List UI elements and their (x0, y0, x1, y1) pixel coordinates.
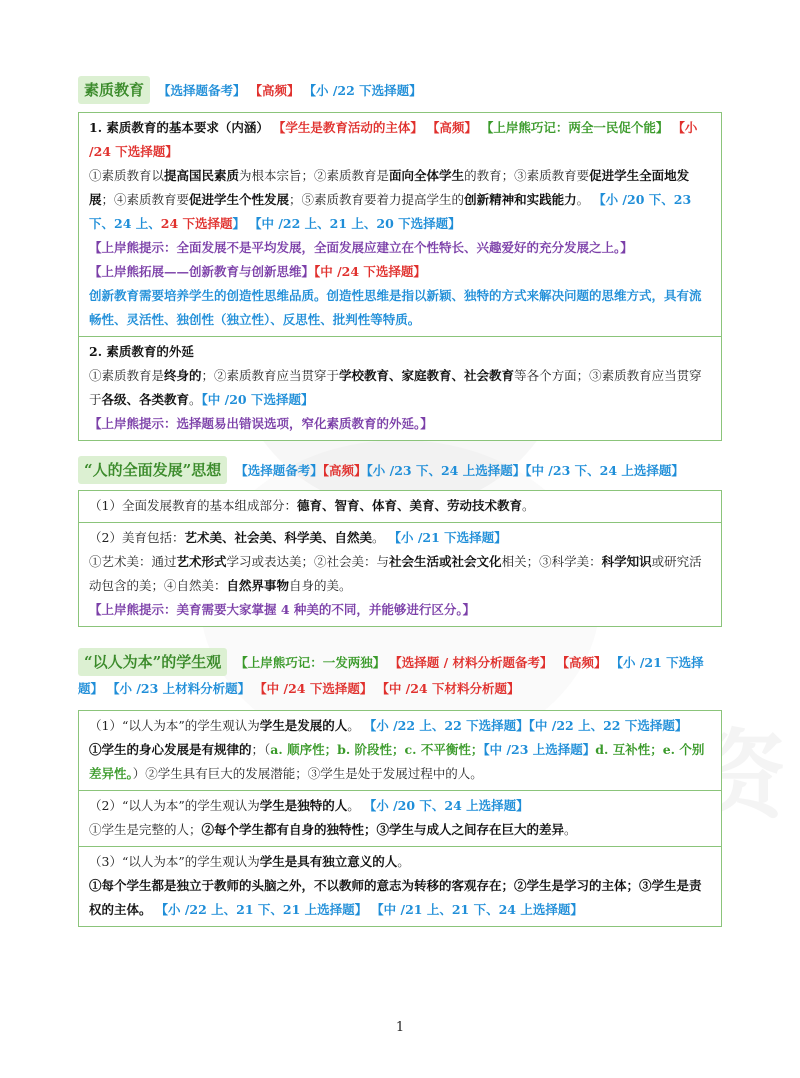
paragraph (89, 364, 711, 412)
text: 。 (189, 392, 202, 407)
text: 艺术美、社会美、科学美、自然美 (184, 530, 372, 545)
text: 的教育；③素质教育要 (464, 168, 590, 183)
tag: 【小 /21 下选择题】 (78, 655, 704, 696)
tag: 【小 /22 上、22 下选择题】 (363, 718, 529, 733)
cell-heading: 2. 素质教育的外延 (89, 344, 194, 359)
text: 终身的 (164, 368, 202, 383)
text: 各级、各类教育 (101, 392, 190, 407)
text: ①学生的身心发展是有规律的 (89, 742, 252, 757)
cell-heading: 1. 素质教育的基本要求（内涵） (89, 120, 269, 135)
text: a. 顺序性；b. 阶段性；c. 不平衡性； (270, 742, 484, 757)
section-1-header (78, 76, 728, 104)
paragraph (89, 874, 711, 922)
tag: 【中 /21 上、21 下、24 上选择题】 (371, 902, 583, 917)
text: 。 (347, 798, 360, 813)
text: ；⑤素质教育要着力提高学生的 (289, 192, 465, 207)
tag: 【高频】 (426, 120, 477, 135)
paragraph (89, 164, 711, 236)
text: ；（ (251, 742, 271, 757)
text: 社会生活或社会文化 (389, 554, 502, 569)
tag: 【小 /20 下、24 上选择题】 (363, 798, 529, 813)
text: ；②素质教育应当贯穿于 (201, 368, 340, 383)
content-cell (79, 336, 721, 440)
tag: 【小 /23 下、24 上选择题】 (366, 463, 526, 478)
tag: 【上岸熊巧记：一发两独】 (235, 655, 386, 670)
text: 提高国民素质 (164, 168, 240, 183)
text: 学习或表达美；②社会美：与 (226, 554, 390, 569)
section-3-title: “以人为本”的学生观 (78, 648, 227, 676)
text: ①素质教育是 (89, 368, 165, 383)
section-2-header (78, 456, 728, 484)
text: 艺术形式 (176, 554, 227, 569)
text: ）②学生具有巨大的发展潜能；③学生是处于发展过程中的人。 (132, 766, 483, 781)
tag: 【小 /20 下、23 下、24 上、 (89, 192, 692, 231)
text: 相关；③科学美： (501, 554, 602, 569)
extension-text: 创新教育需要培养学生的创造性思维品质。创造性思维是指以新颖、独特的方式来解决问题的思维方式，具有流畅性、灵活性、独创性（独立性）、反思性、批判性等特质。 (89, 288, 702, 327)
text: 。 (347, 718, 360, 733)
tag: 【高频】 (249, 83, 300, 98)
paragraph (89, 818, 711, 842)
tag: 【小 /23 上材料分析题】 (107, 681, 251, 696)
text: 。 (521, 498, 535, 513)
text: ②每个学生都有自身的独特性；③学生与成人之间存在巨大的差异 (201, 822, 565, 837)
tag: 【上岸熊巧记：两全一民促个能】 (480, 120, 669, 135)
tag: 【高频】 (556, 655, 607, 670)
section-3-header (78, 648, 728, 702)
text: 自身的美。 (289, 578, 352, 593)
text: 学生是具有独立意义的人 (259, 854, 398, 869)
text: 或研究活动包含的美；④自然美： (89, 554, 702, 593)
text: （2）“以人为本”的学生观认为 (89, 798, 260, 813)
tag: 【中 /20 下选择题】 (201, 392, 314, 407)
text: 科学知识 (601, 554, 652, 569)
tag: 【小 /21 下选择题】 (388, 530, 507, 545)
text: 。 (397, 854, 410, 869)
tag: 【上岸熊拓展——创新教育与创新思维】 (89, 264, 315, 279)
text: ①艺术美：通过 (89, 554, 177, 569)
tag: 【中 /24 下选择题】 (254, 681, 373, 696)
tag: 【中 /22 上、22 下选择题】 (528, 718, 688, 733)
text: 学生是独特的人 (259, 798, 348, 813)
text: d. 互补性；e. 个别差异性。 (89, 742, 705, 781)
tag: 【高频】 (322, 463, 367, 478)
content-cell (79, 522, 721, 626)
text: 。 (371, 530, 385, 545)
text: 促进学生个性发展 (189, 192, 290, 207)
tag: 【小 /24 下选择题】 (89, 120, 698, 159)
text: 学校教育、家庭教育、社会教育 (339, 368, 515, 383)
text: 。 (576, 192, 590, 207)
text: ①每个学生都是独立于教师的头脑之外，不以教师的意志为转移的客观存在；②学生是学习的主体；③学生是责权的主体。 (89, 878, 702, 917)
text: 为根本宗旨；②素质教育是 (239, 168, 390, 183)
tag: 【小 /22 下选择题】 (303, 83, 422, 98)
text: 学生是发展的人 (259, 718, 348, 733)
tag: 【中 /24 下材料分析题】 (376, 681, 520, 696)
tag: 【中 /23 下、24 上选择题】 (525, 463, 684, 478)
tag: 【选择题备考】 (158, 83, 246, 98)
text: 自然界事物 (226, 578, 290, 593)
tag: 24 下选择题 (160, 216, 233, 231)
tag: 【学生是教育活动的主体】 (272, 120, 423, 135)
tip: 【上岸熊提示：选择题易出错误选项，窄化素质教育的外延。】 (89, 416, 433, 431)
text: （3）“以人为本”的学生观认为 (89, 854, 260, 869)
tag: 】 (232, 216, 246, 231)
paragraph (89, 550, 711, 598)
page-number: 1 (395, 1020, 405, 1035)
paragraph (89, 738, 711, 786)
text: ①素质教育以 (89, 168, 165, 183)
section-2-box (78, 490, 722, 627)
tag: 【小 /22 上、21 下、21 上选择题】 (155, 902, 368, 917)
content-cell (79, 113, 721, 336)
section-3-box (78, 710, 722, 927)
content-cell (79, 790, 721, 846)
text: （2）美育包括： (89, 530, 185, 545)
tip: 【上岸熊提示：全面发展不是平均发展，全面发展应建立在个性特长、兴趣爱好的充分发展之上。】 (89, 240, 633, 255)
text: 等各个方面；③素质教育应当贯穿于 (89, 368, 702, 407)
tag: 【中 /23 上选择题】 (483, 742, 596, 757)
tag: 【中 /22 上、21 上、20 下选择题】 (249, 216, 461, 231)
section-1-title: 素质教育 (78, 76, 150, 104)
text: ①学生是完整的人； (89, 822, 202, 837)
tag: 【中 /24 下选择题】 (314, 264, 426, 279)
tag: 【选择题备考】 (235, 463, 323, 478)
text: 德育、智育、体育、美育、劳动技术教育 (296, 498, 522, 513)
tag: 【选择题 / 材料分析题备考】 (389, 655, 553, 670)
content-cell (79, 846, 721, 926)
section-1-box (78, 112, 722, 441)
content-cell (79, 711, 721, 790)
content-cell (79, 491, 721, 522)
text: （1）全面发展教育的基本组成部分： (89, 498, 297, 513)
text: 。 (564, 822, 577, 837)
text: 面向全体学生 (389, 168, 465, 183)
text: （1）“以人为本”的学生观认为 (89, 718, 260, 733)
section-2-title: “人的全面发展”思想 (78, 456, 227, 484)
text: 创新精神和实践能力 (464, 192, 577, 207)
text: 促进学生全面地发展 (89, 168, 690, 207)
tip: 【上岸熊提示：美育需要大家掌握 4 种美的不同，并能够进行区分。】 (89, 602, 476, 617)
text: ；④素质教育要 (101, 192, 190, 207)
